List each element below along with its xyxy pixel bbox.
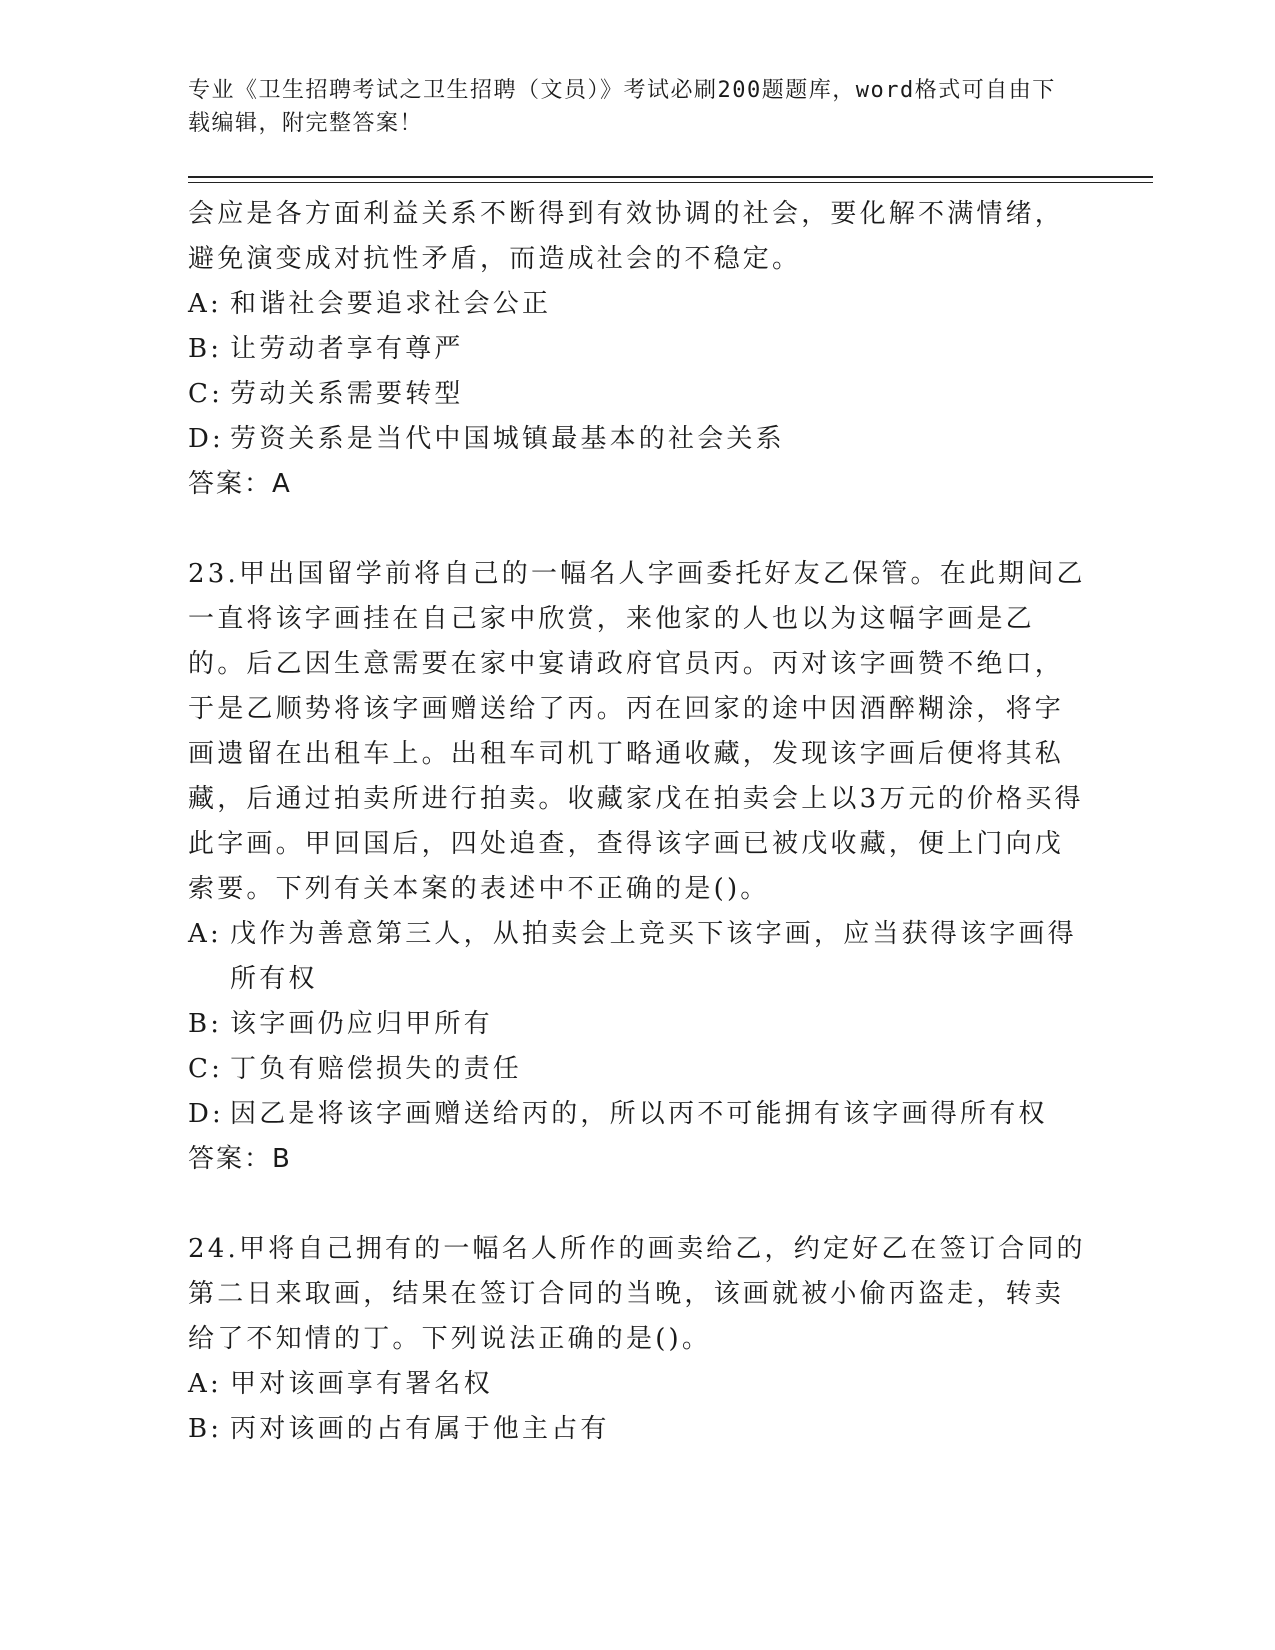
option-letter: D:	[188, 424, 225, 454]
option-letter: A:	[188, 1369, 222, 1399]
spacer	[188, 1182, 1088, 1227]
question-22-option-d	[188, 417, 1088, 462]
question-22	[188, 192, 1088, 507]
option-letter: A:	[188, 289, 222, 319]
question-22-answer: 答案：A	[188, 469, 292, 499]
option-letter: C:	[188, 379, 224, 409]
question-24-stem: 24.甲将自己拥有的一幅名人所作的画卖给乙，约定好乙在签订合同的第二日来取画，结果在签订合同的当晚，该画就被小偷丙盗走，转卖给了不知情的丁。下列说法正确的是()。	[188, 1234, 1086, 1354]
option-text: 让劳动者享有尊严	[230, 334, 464, 364]
question-22-option-a	[188, 282, 1088, 327]
option-letter: B:	[188, 1414, 223, 1444]
option-text: 戊作为善意第三人，从拍卖会上竞买下该字画，应当获得该字画得所有权	[230, 919, 1077, 994]
question-24	[188, 1227, 1088, 1452]
option-text: 甲对该画享有署名权	[230, 1369, 493, 1399]
option-text: 丁负有赔偿损失的责任	[230, 1054, 523, 1084]
question-22-option-c	[188, 372, 1088, 417]
question-23-option-c	[188, 1047, 1088, 1092]
question-23-answer: 答案：B	[188, 1144, 292, 1174]
question-23	[188, 552, 1088, 1182]
question-23-option-b	[188, 1002, 1088, 1047]
question-24-option-b	[188, 1407, 1088, 1452]
option-text: 和谐社会要追求社会公正	[230, 289, 552, 319]
question-22-option-b	[188, 327, 1088, 372]
question-content	[188, 192, 1088, 1452]
spacer	[188, 507, 1088, 552]
question-23-option-d	[188, 1092, 1088, 1137]
option-text: 劳动关系需要转型	[230, 379, 464, 409]
option-text: 因乙是将该字画赠送给丙的，所以丙不可能拥有该字画得所有权	[230, 1099, 1048, 1129]
question-24-option-a	[188, 1362, 1088, 1407]
page-header: 专业《卫生招聘考试之卫生招聘（文员）》考试必刷200题题库，word格式可自由下载编辑，附完整答案！	[188, 78, 1056, 136]
option-letter: C:	[188, 1054, 224, 1084]
question-23-option-a	[188, 912, 1088, 1002]
option-letter: D:	[188, 1099, 225, 1129]
option-text: 劳资关系是当代中国城镇最基本的社会关系	[230, 424, 785, 454]
header-divider-thin	[188, 182, 1153, 183]
option-letter: B:	[188, 334, 223, 364]
option-text: 丙对该画的占有属于他主占有	[230, 1414, 610, 1444]
option-text: 该字画仍应归甲所有	[230, 1009, 493, 1039]
header-divider-thick	[188, 176, 1153, 178]
question-22-stem-continuation: 会应是各方面利益关系不断得到有效协调的社会，要化解不满情绪，避免演变成对抗性矛盾，而造成社会的不稳定。	[188, 199, 1065, 274]
question-23-stem: 23.甲出国留学前将自己的一幅名人字画委托好友乙保管。在此期间乙一直将该字画挂在自己家中欣赏，来他家的人也以为这幅字画是乙的。后乙因生意需要在家中宴请政府官员丙。丙对该字画赞不绝口，于是乙顺势将该字画赠送给了丙。丙在回家的途中因酒醉糊涂，将字画遗留在出租车上。出租车司机丁略通收藏，发现该字画后便将其私藏，后通过拍卖所进行拍卖。收藏家戊在拍卖会上以3万元的价格买得此字画。甲回国后，四处追查，查得该字画已被戊收藏，便上门向戊索要。下列有关本案的表述中不正确的是()。	[188, 559, 1086, 904]
option-letter: B:	[188, 1009, 223, 1039]
option-letter: A:	[188, 919, 222, 949]
